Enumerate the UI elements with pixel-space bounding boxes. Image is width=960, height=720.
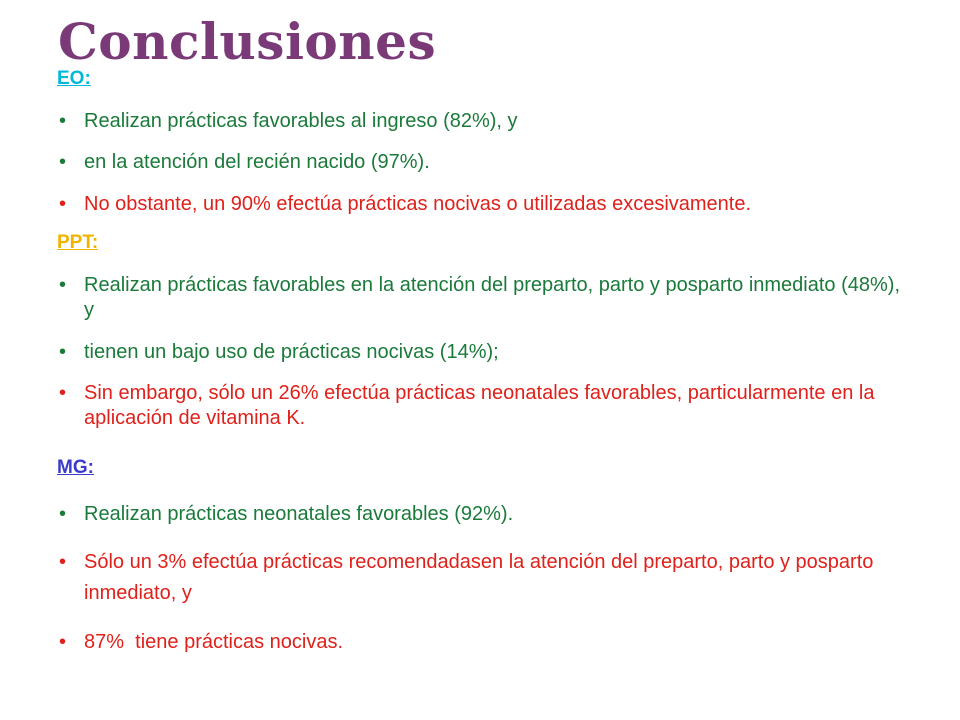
list-item: [57, 547, 907, 609]
bullet-icon: •: [59, 551, 67, 573]
list-item: [57, 150, 907, 175]
list-item: [57, 630, 907, 655]
bullet-icon: •: [59, 110, 67, 132]
list-item: [57, 340, 907, 365]
list-item-text: 87% tiene prácticas nocivas.: [84, 631, 344, 653]
bullet-icon: •: [59, 382, 67, 404]
list-item-text: Sin embargo, sólo un 26% efectúa prácticas neonatales favorables, particularmente en la aplicación de vitamina K.: [84, 382, 875, 429]
bullet-icon: •: [59, 151, 67, 173]
list-item-text: No obstante, un 90% efectúa prácticas nocivas o utilizadas excesivamente.: [84, 193, 752, 215]
bullet-icon: •: [59, 274, 67, 296]
list-item: [57, 273, 907, 323]
bullet-icon: •: [59, 503, 67, 525]
bullet-icon: •: [59, 341, 67, 363]
section-heading-ppt: PPT:: [57, 232, 99, 253]
page-title: Conclusiones: [58, 12, 437, 71]
bullet-icon: •: [59, 193, 67, 215]
list-item-text: en la atención del recién nacido (97%).: [84, 151, 430, 173]
section-heading-mg: MG:: [57, 457, 94, 478]
bullet-icon: •: [59, 631, 67, 653]
list-item: [57, 109, 907, 134]
list-item: [57, 381, 907, 431]
list-item-text: tienen un bajo uso de prácticas nocivas (14%);: [84, 341, 499, 363]
section-heading-eo: EO:: [57, 68, 91, 89]
list-item-text: Realizan prácticas favorables al ingreso (82%), y: [84, 110, 518, 132]
list-item-text: Realizan prácticas favorables en la atención del preparto, parto y posparto inmediato (48%), y: [84, 274, 901, 321]
list-item-text: Realizan prácticas neonatales favorables (92%).: [84, 503, 514, 525]
list-item: [57, 502, 907, 527]
list-item-text: Sólo un 3% efectúa prácticas recomendadasen la atención del preparto, parto y posparto inmediato, y: [84, 551, 874, 604]
list-item: [57, 192, 907, 217]
